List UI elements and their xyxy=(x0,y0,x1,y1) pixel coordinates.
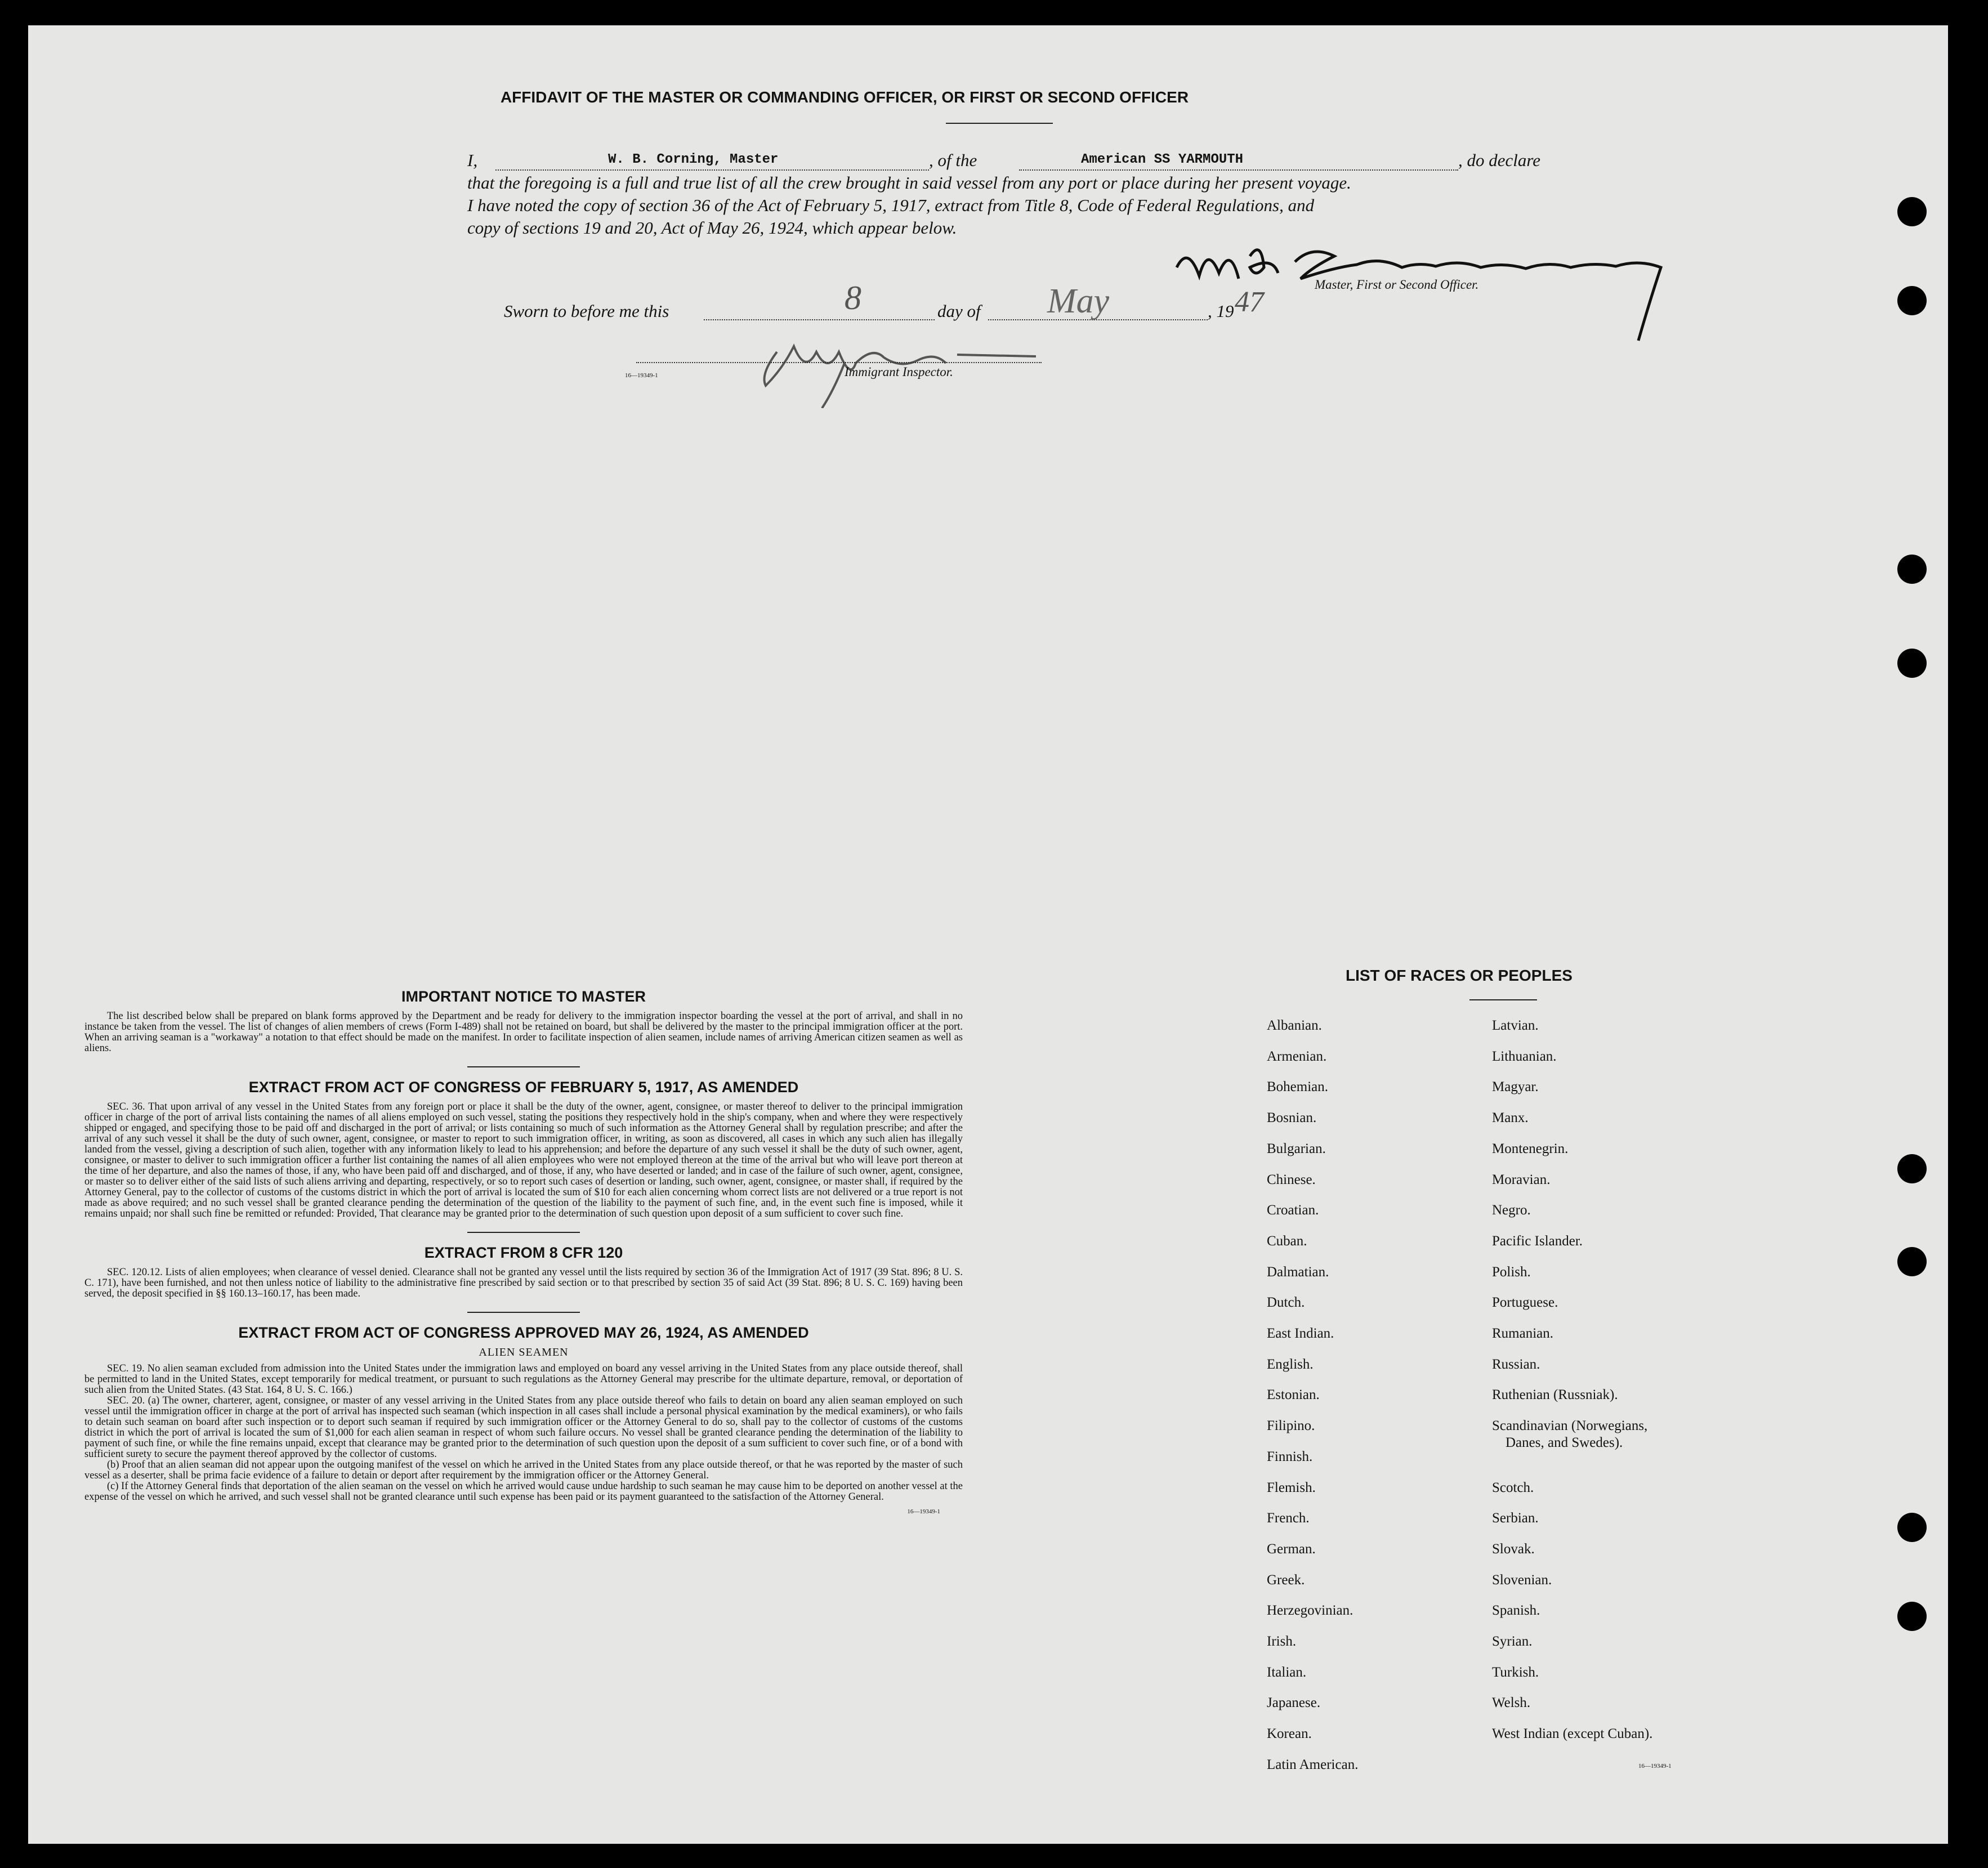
notice-body: The list described below shall be prepared on blank forms approved by the Department and be ready for delivery to the immigration inspector boarding the vessel at the port of arrival, and shall in no instance be taken from the vessel. The list of changes of alien members of crews (Form I-489) shall not be retained on board, but shall be delivered by the master to the principal immigration officer at the port. When an arriving seaman is a "workaway" a notation to that effect should be made on the manifest. In order to facilitate inspection of alien seamen, include names of arriving American citizen seamen as well as aliens. xyxy=(84,1011,963,1054)
race-item: Greek. xyxy=(1267,1572,1305,1588)
sec-19-body: SEC. 19. No alien seaman excluded from admission into the United States under the immigration laws and employed on board any vessel arriving in the United States from any place outside thereof, shall be permitted to land in the United States, except temporarily for medical treatment, or pursuant to such regulations as the Attorney General may prescribe for the ultimate departure, removal, or deportation of such alien from the United States. (43 Stat. 164, 8 U. S. C. 166.) xyxy=(84,1363,963,1396)
race-item: Italian. xyxy=(1267,1665,1307,1680)
race-item: Latvian. xyxy=(1492,1018,1539,1033)
day-value: 8 xyxy=(845,279,861,316)
affidavit-line-4: copy of sections 19 and 20, Act of May 26, 1924, which appear below. xyxy=(467,218,957,238)
race-item: Dalmatian. xyxy=(1267,1264,1329,1280)
race-item: Portuguese. xyxy=(1492,1295,1558,1310)
master-name-value: W. B. Corning, Master xyxy=(608,152,779,167)
affidavit-title: AFFIDAVIT OF THE MASTER OR COMMANDING OFFICER, OR FIRST OR SECOND OFFICER xyxy=(500,88,1189,106)
vessel-value: American SS YARMOUTH xyxy=(1081,152,1244,167)
races-title: LIST OF RACES OR PEOPLES xyxy=(1346,967,1572,984)
punch-hole xyxy=(1897,1247,1927,1276)
race-item: West Indian (except Cuban). xyxy=(1492,1726,1653,1741)
affidavit-line-2: that the foregoing is a full and true list of all the crew brought in said vessel from any port or place during her present voyage. xyxy=(467,173,1351,193)
name-field-line xyxy=(495,169,929,171)
day-of-label: day of xyxy=(937,301,981,321)
of-the-label: , of the xyxy=(929,150,977,170)
divider xyxy=(1469,999,1537,1000)
extract-1924-title: EXTRACT FROM ACT OF CONGRESS APPROVED MAY 26, 1924, AS AMENDED xyxy=(238,1324,809,1341)
race-item: Bosnian. xyxy=(1267,1110,1317,1125)
race-item: Albanian. xyxy=(1267,1018,1322,1033)
punch-hole xyxy=(1897,1154,1927,1183)
i-label: I, xyxy=(467,150,478,170)
extract-1917-body: SEC. 36. That upon arrival of any vessel in the United States from any foreign port or place it shall be the duty of the owner, agent, consignee, or master thereof to deliver to the principal immigration officer in charge of the port of arrival lists containing the names of all aliens employed on such vessel, stating the positions they respectively hold in the ship's company, when and where they were respectively shipped or engaged, and specifying those to be paid off and discharged in the port of arrival; or lists containing so much of such information as the Attorney General shall by regulation prescribe; and after the arrival of any such vessel it shall be the duty of such owner, agent, consignee, or master to report to such immigration officer, in writing, as soon as discovered, all cases in which any such alien has illegally landed from the vessel, giving a description of such alien, together with any information likely to lead to his apprehension; and before the departure of any such vessel it shall be the duty of such owner, agent, consignee, or master to deliver to such immigration officer a further list containing the names of all alien employees who were not employed thereon at the time of the arrival but who will leave port thereon at the time of her departure, and also the names of those, if any, who have been paid off and discharged, and of those, if any, who have deserted or landed; and in case of the failure of such owner, agent, consignee, or master so to deliver either of the said lists of such aliens arriving and departing, respectively, or so to report such cases of desertion or landing, such owner, agent, consignee, or master shall, if required by the Attorney General, pay to the collector of customs of the customs district in which the port of arrival is located the sum of $10 for each alien concerning whom correct lists are not delivered or a true report is not made as above required; and no such vessel shall be granted clearance pending the determination of the question of the liability to the payment of such fine, and, in the event such fine is imposed, while it remains unpaid; nor shall such fine be remitted or refunded: Provided, That clearance may be granted prior to the determination of such question upon deposit of a sum sufficient to cover such fine. xyxy=(84,1101,963,1219)
divider xyxy=(946,123,1053,124)
race-item: Danes, and Swedes). xyxy=(1505,1435,1623,1450)
race-item: Croatian. xyxy=(1267,1203,1319,1218)
do-declare-label: , do declare xyxy=(1458,150,1541,170)
race-item: Montenegrin. xyxy=(1492,1141,1569,1156)
sec-20b-body: (b) Proof that an alien seaman did not appear upon the outgoing manifest of the vessel on which he arrived in the United States from any place outside thereof, or that he was reported by the master of such vessel as a deserter, shall be prima facie evidence of a failure to detain or deport after requirement by the immigration officer or the Attorney General. xyxy=(84,1459,963,1481)
race-item: Serbian. xyxy=(1492,1511,1539,1526)
month-value: May xyxy=(1047,282,1110,320)
document-page xyxy=(28,25,1948,1844)
races-column-2 xyxy=(1492,1018,1807,1806)
race-item: Herzegovinian. xyxy=(1267,1603,1353,1618)
race-item: Spanish. xyxy=(1492,1603,1540,1618)
punch-hole xyxy=(1897,286,1927,315)
extract-cfr-body: SEC. 120.12. Lists of alien employees; when clearance of vessel denied. Clearance shall not be granted any vessel until the lists required by section 36 of the Immigration Act of 1917 (39 Stat. 896; 8 U. S. C. 171), have been furnished, and not then unless notice of liability to the administrative fine prescribed by said section or to that prescribed by section 35 of said Act (39 Stat. 896; 8 U. S. C. 169) having been served, the deposit specified in §§ 160.13–160.17, has been made. xyxy=(84,1267,963,1299)
left-column xyxy=(84,988,963,1515)
year-prefix: , 19 xyxy=(1208,301,1234,321)
race-item: Turkish. xyxy=(1492,1665,1539,1680)
race-item: Magyar. xyxy=(1492,1079,1539,1094)
race-item: Negro. xyxy=(1492,1203,1531,1218)
race-item: Korean. xyxy=(1267,1726,1312,1741)
race-item: Bohemian. xyxy=(1267,1079,1329,1094)
punch-hole xyxy=(1897,1513,1927,1542)
race-item: Ruthenian (Russniak). xyxy=(1492,1387,1618,1402)
race-item: Estonian. xyxy=(1267,1387,1320,1402)
race-item: Welsh. xyxy=(1492,1695,1531,1710)
race-item: Moravian. xyxy=(1492,1172,1551,1187)
race-item: Syrian. xyxy=(1492,1634,1533,1649)
race-item: Scotch. xyxy=(1492,1480,1534,1495)
punch-hole xyxy=(1897,555,1927,584)
race-item: Scandinavian (Norwegians, xyxy=(1492,1418,1648,1433)
notice-title: IMPORTANT NOTICE TO MASTER xyxy=(401,988,646,1005)
inspector-field-line xyxy=(636,362,1042,363)
punch-hole xyxy=(1897,197,1927,226)
alien-seamen-subtitle: ALIEN SEAMEN xyxy=(479,1346,569,1358)
races-form-number: 16—19349-1 xyxy=(1638,1763,1672,1769)
master-caption: Master, First or Second Officer. xyxy=(1315,278,1479,292)
race-item: Flemish. xyxy=(1267,1480,1316,1495)
sworn-label: Sworn to before me this xyxy=(504,301,669,321)
year-value: 47 xyxy=(1235,286,1264,318)
extract-1917-title: EXTRACT FROM ACT OF CONGRESS OF FEBRUARY 5, 1917, AS AMENDED xyxy=(248,1079,799,1096)
race-item: Japanese. xyxy=(1267,1695,1321,1710)
race-item: German. xyxy=(1267,1541,1316,1557)
race-item: English. xyxy=(1267,1357,1314,1372)
races-column-1 xyxy=(1267,1018,1481,1806)
race-item: Filipino. xyxy=(1267,1418,1315,1433)
extract-cfr-title: EXTRACT FROM 8 CFR 120 xyxy=(424,1244,623,1261)
race-item: Russian. xyxy=(1492,1357,1540,1372)
race-item: Pacific Islander. xyxy=(1492,1234,1583,1249)
race-item: Irish. xyxy=(1267,1634,1297,1649)
punch-hole xyxy=(1897,649,1927,678)
race-item: Slovak. xyxy=(1492,1541,1535,1557)
race-item: Rumanian. xyxy=(1492,1326,1554,1341)
race-item: Cuban. xyxy=(1267,1234,1307,1249)
race-item: East Indian. xyxy=(1267,1326,1334,1341)
affidavit-line-3: I have noted the copy of section 36 of the Act of February 5, 1917, extract from Title 8, Code of Federal Regulations, and xyxy=(467,195,1315,215)
inspector-caption: Immigrant Inspector. xyxy=(845,365,953,379)
sec-20c-body: (c) If the Attorney General finds that deportation of the alien seaman on the vessel on which he arrived would cause undue hardship to such seaman he may cause him to be deported on another vessel at the expense of the vessel on which he arrived, and such vessel shall not be granted clearance until such expense has been paid or its payment guaranteed to the satisfaction of the Attorney General. xyxy=(84,1481,963,1503)
punch-hole xyxy=(1897,1602,1927,1631)
race-item: Finnish. xyxy=(1267,1449,1313,1464)
form-number: 16—19349-1 xyxy=(625,372,658,379)
day-field-line xyxy=(704,319,935,320)
race-item: Dutch. xyxy=(1267,1295,1305,1310)
race-item: Lithuanian. xyxy=(1492,1049,1557,1064)
race-item: Manx. xyxy=(1492,1110,1529,1125)
race-item: French. xyxy=(1267,1511,1310,1526)
race-item: Latin American. xyxy=(1267,1757,1359,1772)
race-item: Bulgarian. xyxy=(1267,1141,1326,1156)
sec-20a-body: SEC. 20. (a) The owner, charterer, agent, consignee, or master of any vessel arriving in the United States from any place outside thereof who fails to detain on board any alien seaman employed on such vessel until the immigration officer in charge at the port of arrival has inspected such seaman (which inspection in all cases shall include a personal physical examination by the medical examiners), or who fails to detain such seaman on board after such inspection or to deport such seaman if required by such immigration officer or the Attorney General to do so, shall pay to the collector of customs of the customs district in which the port of arrival is located the sum of $1,000 for each alien seaman in respect of whom such failure occurs. No vessel shall be granted clearance pending the determination of the liability to payment of such fine, or while the fine remains unpaid, except that clearance may be granted prior to the determination of such question upon the deposit of a sum sufficient to cover such fine, or of a bond with sufficient surety to secure the payment thereof approved by the collector of customs. xyxy=(84,1395,963,1460)
race-item: Polish. xyxy=(1492,1264,1531,1280)
race-item: Slovenian. xyxy=(1492,1572,1552,1588)
vessel-field-line xyxy=(1019,169,1458,171)
race-item: Chinese. xyxy=(1267,1172,1316,1187)
race-item: Armenian. xyxy=(1267,1049,1327,1064)
form-number: 16—19349-1 xyxy=(907,1508,940,1515)
